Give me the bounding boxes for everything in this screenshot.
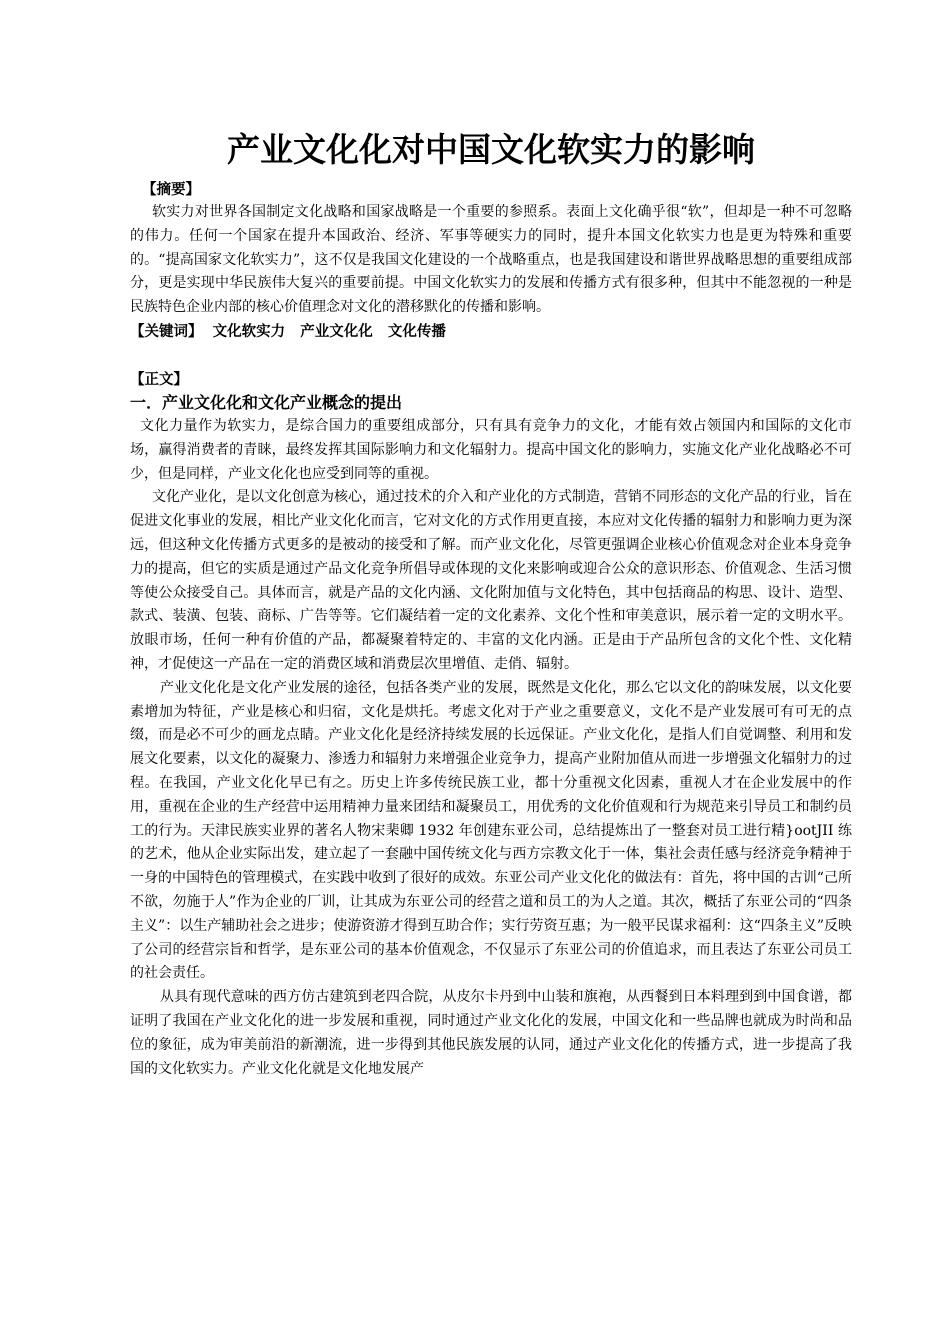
document-title: 产业文化化对中国文化软实力的影响	[227, 130, 755, 169]
abstract-label: 【摘要】	[142, 181, 200, 198]
body-label: 【正文】	[130, 370, 188, 388]
body-paragraph: 文化力量作为软实力，是综合国力的重要组成部分，只有具有竞争力的文化，才能有效占领国内和国际的文化市场，赢得消费者的青睐，最终发挥其国际影响力和文化辐射力。提高中国文化的影响力，实施文化产业化战略必不可少，但是同样，产业文化化也应受到同等的重视。	[130, 417, 852, 482]
document-page	[130, 122, 852, 1081]
abstract-text: 软实力对世界各国制定文化战略和国家战略是一个重要的参照系。表面上文化确乎很“软”，但却是一种不可忽略的伟力。任何一个国家在提升本国政治、经济、军事等硬实力的同时，提升本国文化软实力也是更为特殊和重要的。“提高国家文化软实力”，这不仅是我国文化建设的一个战略重点，也是我国建设和谐世界战略思想的重要组成部分，更是实现中华民族伟大复兴的重要前提。中国文化软实力的发展和传播方式有很多种，但其中不能忽视的一种是民族特色企业内部的核心价值理念对文化的潜移默化的传播和影响。	[130, 204, 852, 316]
keywords-line: 【关键词】 文化软实力 产业文化化 文化传播	[130, 322, 446, 340]
body-paragraph: 从具有现代意味的西方仿古建筑到老四合院，从皮尔卡丹到中山装和旗袍，从西餐到日本料理到到中国食谱，都证明了我国在产业文化化的进一步发展和重视，同时通过产业文化化的发展，中国文化和一些品牌也就成为时尚和品位的象征，成为审美前沿的新潮流，进一步得到其他民族发展的认同，通过产业文化化的传播方式，进一步提高了我国的文化软实力。产业文化化就是文化地发展产	[130, 989, 852, 1077]
section-heading: 一．产业文化化和文化产业概念的提出	[130, 392, 403, 412]
body-paragraph: 产业文化化是文化产业发展的途径，包括各类产业的发展，既然是文化化，那么它以文化的韵味发展，以文化要素增加为特征，产业是核心和归宿，文化是烘托。考虑文化对于产业之重要意义，文化不是产业发展可有可无的点缀，而是必不可少的画龙点睛。产业文化化是经济持续发展的长远保证。产业文化化，是指人们自觉调整、利用和发展文化要素，以文化的凝聚力、渗透力和辐射力来增强企业竞争力，提高产业附加值从而进一步增强文化辐射力的过程。在我国，产业文化化早已有之。历史上许多传统民族工业，都十分重视文化因素，重视人才在企业发展中的作用，重视在企业的生产经营中运用精神力量来团结和凝聚员工，用优秀的文化价值观和行为规范来引导员工和制约员工的行为。天津民族实业界的著名人物宋棐卿 1932 年创建东亚公司，总结提炼出了一整套对员工进行精}ootJII 练的艺术，他从企业实际出发，建立起了一套融中国传统文化与西方宗教文化于一体，集社会责任感与经济竞争精神于一身的中国特色的管理模式，在实践中收到了很好的成效。东亚公司产业文化化的做法有：首先，将中国的古训“己所不欲，勿施于人”作为企业的厂训，让其成为东亚公司的经营之道和员工的为人之道。其次，概括了东亚公司的“四条主义”：以生产辅助社会之进步；使游资游才得到互助合作；实行劳资互惠；为一般平民谋求福利：这“四条主义”反映了公司的经营宗旨和哲学，是东亚公司的基本价值观念，不仅显示了东亚公司的价值追求，而且表达了东亚公司员工的社会责任。	[130, 679, 852, 982]
section-spacer	[130, 344, 852, 368]
body-paragraph: 文化产业化，是以文化创意为核心，通过技术的介入和产业化的方式制造，营销不同形态的文化产品的行业，旨在促进文化事业的发展，相比产业文化化而言，它对文化的方式作用更直接，本应对文化传播的辐射力和影响力更为深远，但这种文化传播方式更多的是被动的接受和了解。而产业文化化，尽管更强调企业核心价值观念对企业本身竞争力的提高，但它的实质是通过产品文化竞争所倡导或体现的文化来影响或迎合公众的意识形态、价值观念、生活习惯等使公众接受自己。具体而言，就是产品的文化内涵、文化附加值与文化特色，其中包括商品的构思、设计、造型、款式、装潢、包装、商标、广告等等。它们凝结着一定的文化素养、文化个性和审美意识，展示着一定的文明水平。放眼市场，任何一种有价值的产品，都凝聚着特定的、丰富的文化内涵。正是由于产品所包含的文化个性、文化精神，才促使这一产品在一定的消费区域和消费层次里增值、走俏、辐射。	[130, 489, 852, 672]
